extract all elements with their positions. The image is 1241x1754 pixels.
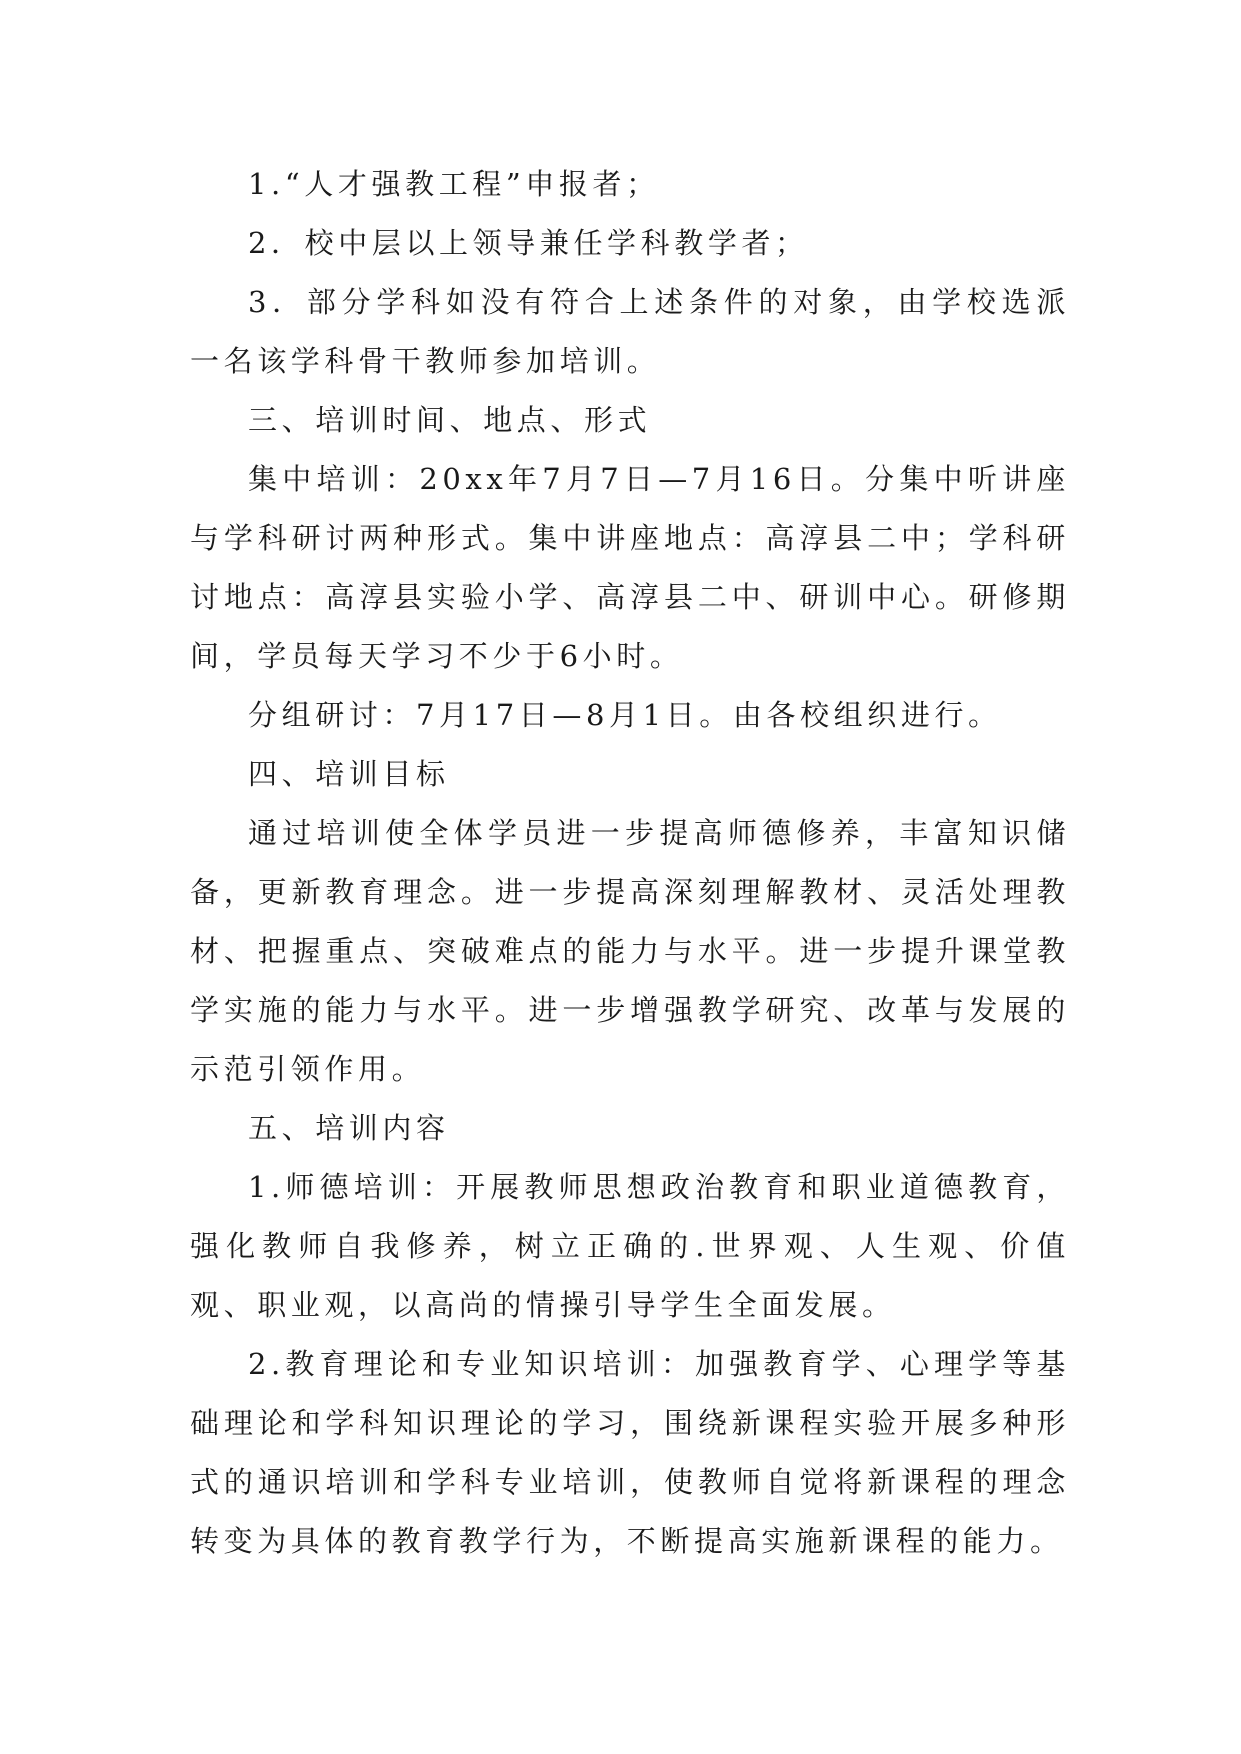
- body-paragraph-ethics-training: 1.师德培训：开展教师思想政治教育和职业道德教育，强化教师自我修养，树立正确的.世界观、人生观、价值观、职业观，以高尚的情操引导学生全面发展。: [190, 1170, 1070, 1322]
- section-heading-4: 四、培训目标: [248, 757, 450, 791]
- body-paragraph-group-discussion: 分组研讨：7月17日—8月1日。由各校组织进行。: [248, 698, 1002, 732]
- body-paragraph-centralized-training: 集中培训：20xx年7月7日—7月16日。分集中听讲座与学科研讨两种形式。集中讲座地点：高淳县二中；学科研讨地点：高淳县实验小学、高淳县二中、研训中心。研修期间，学员每天学习不少于6小时。: [190, 462, 1070, 673]
- list-item-1: 1.“人才强教工程”申报者；: [248, 167, 660, 201]
- body-paragraph-theory-training: 2.教育理论和专业知识培训：加强教育学、心理学等基础理论和学科知识理论的学习，围绕新课程实验开展多种形式的通识培训和学科专业培训，使教师自觉将新课程的理念转变为具体的教育教学行为，不断提高实施新课程的能力。: [190, 1347, 1070, 1558]
- document-page: [190, 155, 1070, 1571]
- list-item-3: 3．部分学科如没有符合上述条件的对象，由学校选派一名该学科骨干教师参加培训。: [190, 285, 1070, 378]
- list-item-2: 2．校中层以上领导兼任学科教学者；: [248, 226, 809, 260]
- section-heading-5: 五、培训内容: [248, 1111, 450, 1145]
- section-heading-3: 三、培训时间、地点、形式: [248, 403, 652, 437]
- body-paragraph-training-goals: 通过培训使全体学员进一步提高师德修养，丰富知识储备，更新教育理念。进一步提高深刻理解教材、灵活处理教材、把握重点、突破难点的能力与水平。进一步提升课堂教学实施的能力与水平。进一步增强教学研究、改革与发展的示范引领作用。: [190, 816, 1070, 1086]
